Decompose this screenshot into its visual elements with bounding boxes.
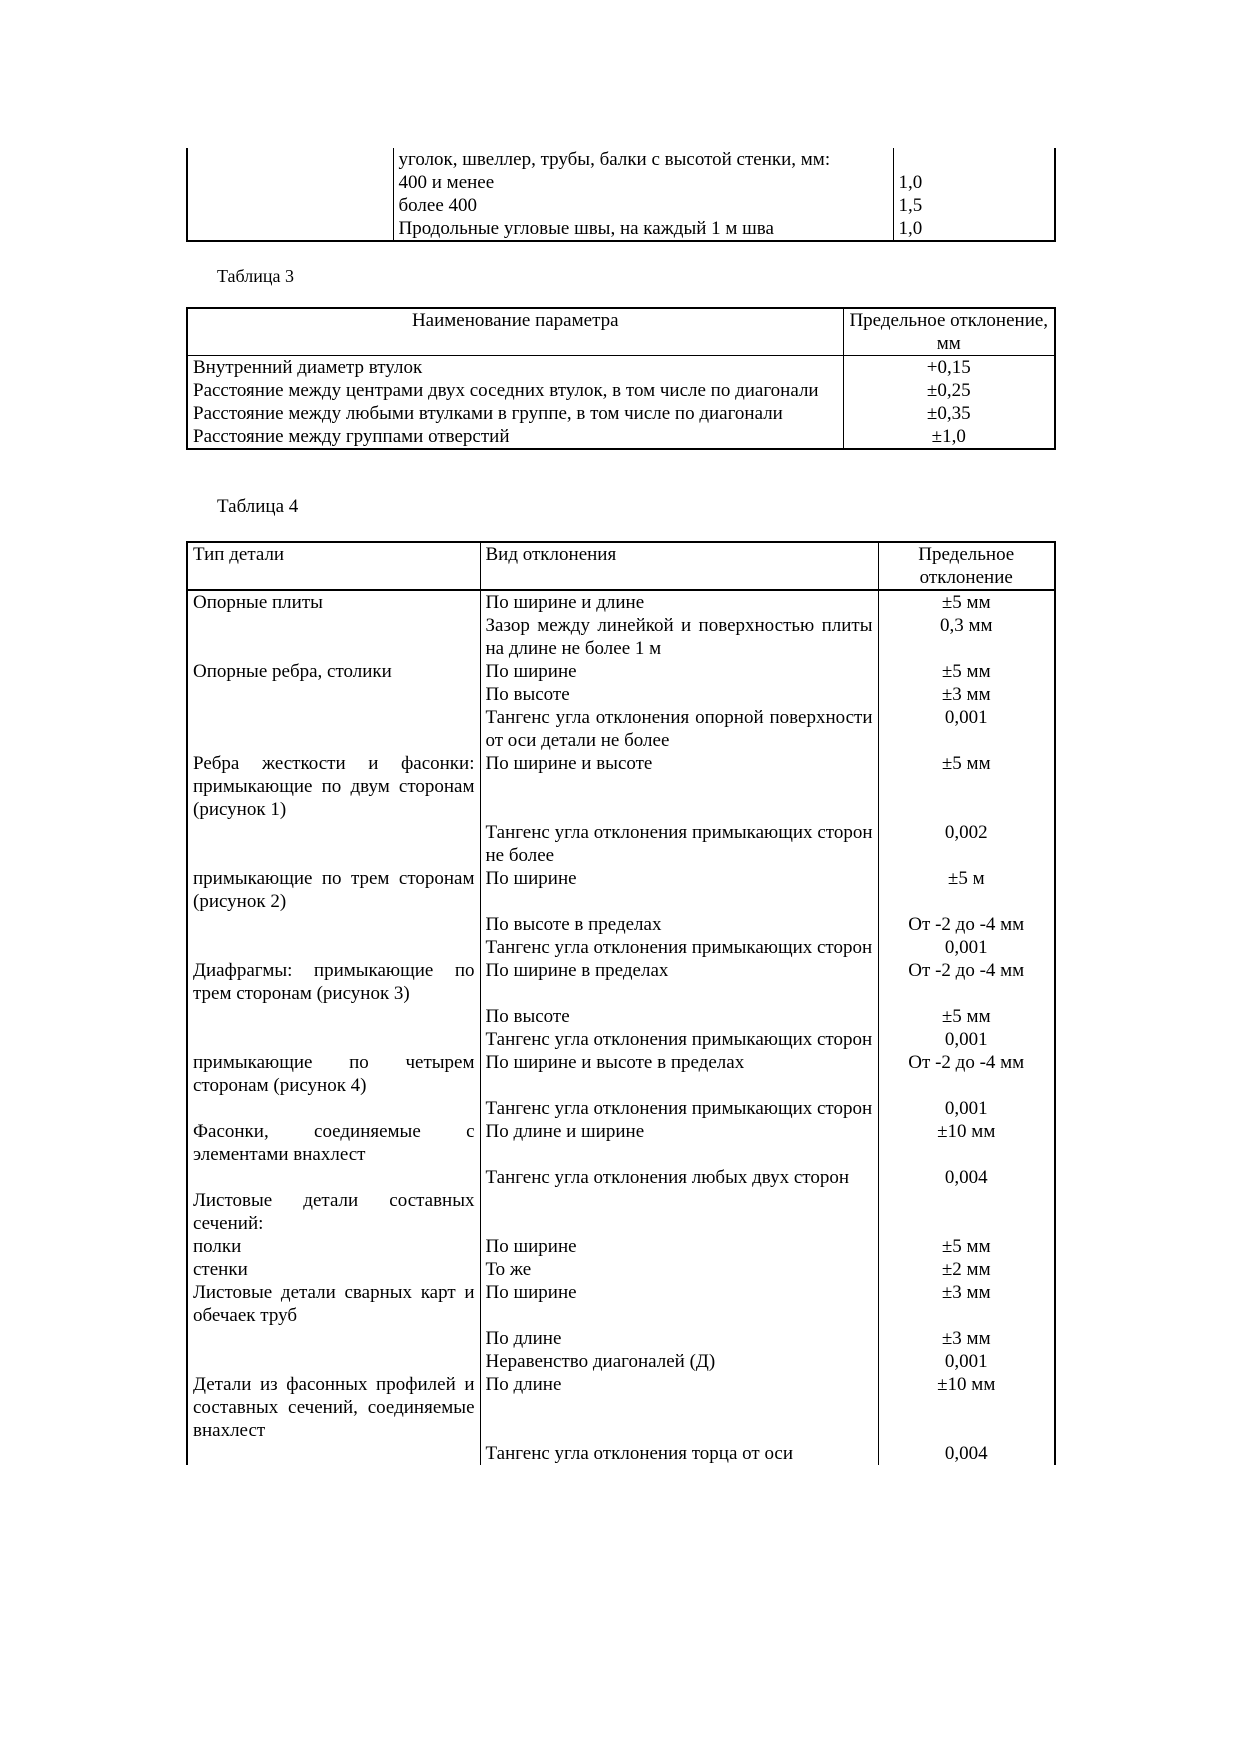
- table-row: [187, 1442, 1055, 1465]
- cell-kind: Тангенс угла отклонения примыкающих сторон не более: [480, 821, 878, 867]
- cell-type: Листовые детали сварных карт и обечаек труб: [187, 1281, 480, 1327]
- cell-value: 0,001: [878, 936, 1055, 959]
- cell-value: ±1,0: [843, 425, 1055, 449]
- table-row: [187, 590, 1055, 614]
- cell-kind: Неравенство диагоналей (Д): [480, 1350, 878, 1373]
- header-param: Наименование параметра: [187, 308, 843, 356]
- cell-param: Расстояние между любыми втулками в группе, в том числе по диагонали: [187, 402, 843, 425]
- table-row: [187, 1051, 1055, 1097]
- table-row: [187, 959, 1055, 1005]
- cell-value: 0,001: [878, 1097, 1055, 1120]
- cell-type: Опорные ребра, столики: [187, 660, 480, 683]
- table-row: [187, 867, 1055, 913]
- cell-type: [187, 1005, 480, 1028]
- header-deviation: Предельное отклонение, мм: [843, 308, 1055, 356]
- cell-value: 0,004: [878, 1442, 1055, 1465]
- cell-kind: Тангенс угла отклонения торца от оси: [480, 1442, 878, 1465]
- cell-type: [187, 683, 480, 706]
- table3-caption: Таблица 3: [217, 266, 294, 286]
- cell-kind: По длине: [480, 1327, 878, 1350]
- cell-kind: По ширине: [480, 1235, 878, 1258]
- table-row: [187, 1350, 1055, 1373]
- table-header-row: [187, 542, 1055, 590]
- header-type: Тип детали: [187, 542, 480, 590]
- cell-type: [187, 1442, 480, 1465]
- table-row: [187, 379, 1055, 402]
- cell-type: полки: [187, 1235, 480, 1258]
- table4-body: [187, 590, 1055, 1465]
- table-row: [187, 1327, 1055, 1350]
- table-row: [187, 1281, 1055, 1327]
- table3: [186, 307, 1056, 450]
- cell-type: примыкающие по четырем сторонам (рисунок 4): [187, 1051, 480, 1097]
- cell-type: Фасонки, соединяемые с элементами внахлест: [187, 1120, 480, 1166]
- cell-value: ±10 мм: [878, 1120, 1055, 1166]
- cell-kind: По ширине и длине: [480, 590, 878, 614]
- header-deviation: Предельное отклонение: [878, 542, 1055, 590]
- cell-desc: 400 и менее: [393, 171, 893, 194]
- cell-kind: По ширине: [480, 660, 878, 683]
- cell-value: 1,5: [893, 194, 1055, 217]
- table-row: [187, 913, 1055, 936]
- cell-type: [187, 1350, 480, 1373]
- cell-value: ±5 м: [878, 867, 1055, 913]
- cell-value: ±3 мм: [878, 1327, 1055, 1350]
- cell-kind: По высоте: [480, 1005, 878, 1028]
- cell-value: 0,001: [878, 1350, 1055, 1373]
- cell-value: ±5 мм: [878, 1235, 1055, 1258]
- cell-param: Расстояние между центрами двух соседних втулок, в том числе по диагонали: [187, 379, 843, 402]
- cell-value: ±2 мм: [878, 1258, 1055, 1281]
- cell-kind: Тангенс угла отклонения примыкающих сторон: [480, 1097, 878, 1120]
- cell-type: [187, 936, 480, 959]
- cell-value: [878, 1189, 1055, 1235]
- table-row: [187, 752, 1055, 821]
- table-row: [187, 706, 1055, 752]
- cell-kind: То же: [480, 1258, 878, 1281]
- table-row: [187, 356, 1055, 380]
- cell-value: 0,004: [878, 1166, 1055, 1189]
- table-row: [187, 1120, 1055, 1166]
- table-continuation: [186, 148, 1056, 242]
- cell-type: примыкающие по трем сторонам (рисунок 2): [187, 867, 480, 913]
- table-row: [187, 1373, 1055, 1442]
- header-kind: Вид отклонения: [480, 542, 878, 590]
- table-header-row: [187, 308, 1055, 356]
- table-row: [187, 1189, 1055, 1235]
- cell-kind: По ширине: [480, 1281, 878, 1327]
- cell-value: 0,002: [878, 821, 1055, 867]
- table-row: [187, 936, 1055, 959]
- cell-desc: более 400: [393, 194, 893, 217]
- table-row: [187, 1258, 1055, 1281]
- table-row: [187, 821, 1055, 867]
- cell-type: Диафрагмы: примыкающие по трем сторонам (рисунок 3): [187, 959, 480, 1005]
- cell-kind: По высоте: [480, 683, 878, 706]
- cell-value: От -2 до -4 мм: [878, 913, 1055, 936]
- cell-kind: По длине и ширине: [480, 1120, 878, 1166]
- cell-value: ±3 мм: [878, 683, 1055, 706]
- cell-kind: Тангенс угла отклонения примыкающих сторон: [480, 1028, 878, 1051]
- table-row: [187, 683, 1055, 706]
- cell-value: ±5 мм: [878, 590, 1055, 614]
- cell-kind: По высоте в пределах: [480, 913, 878, 936]
- cell-value: ±10 мм: [878, 1373, 1055, 1442]
- cell-kind: Тангенс угла отклонения опорной поверхности от оси детали не более: [480, 706, 878, 752]
- cell-type: [187, 614, 480, 660]
- cell-type: Листовые детали составных сечений:: [187, 1189, 480, 1235]
- cell-value: От -2 до -4 мм: [878, 1051, 1055, 1097]
- table-row: [187, 148, 1055, 171]
- cell-kind: По ширине и высоте: [480, 752, 878, 821]
- cell-param: Внутренний диаметр втулок: [187, 356, 843, 380]
- cell-kind: Зазор между линейкой и поверхностью плиты на длине не более 1 м: [480, 614, 878, 660]
- cell-type: [187, 1166, 480, 1189]
- cell-kind: Тангенс угла отклонения примыкающих сторон: [480, 936, 878, 959]
- cell-value: 0,3 мм: [878, 614, 1055, 660]
- cell-type: [187, 706, 480, 752]
- cell-type: [187, 1327, 480, 1350]
- cell-desc: Продольные угловые швы, на каждый 1 м шва: [393, 217, 893, 241]
- cell-kind: Тангенс угла отклонения любых двух сторон: [480, 1166, 878, 1189]
- cell-kind: По ширине: [480, 867, 878, 913]
- cell-value: ±0,25: [843, 379, 1055, 402]
- table-row: [187, 217, 1055, 241]
- table-row: [187, 425, 1055, 449]
- cell-type: Ребра жесткости и фасонки: примыкающие по двум сторонам (рисунок 1): [187, 752, 480, 821]
- cell-type: Детали из фасонных профилей и составных сечений, соединяемые внахлест: [187, 1373, 480, 1442]
- cell-type: [187, 1028, 480, 1051]
- table-row: [187, 171, 1055, 194]
- cell-value: 1,0: [893, 171, 1055, 194]
- table-row: [187, 1028, 1055, 1051]
- table-row: [187, 1005, 1055, 1028]
- cell-value: 0,001: [878, 1028, 1055, 1051]
- cell-type: [187, 913, 480, 936]
- table-row: [187, 660, 1055, 683]
- cell-desc: уголок, швеллер, трубы, балки с высотой стенки, мм:: [393, 148, 893, 171]
- table-row: [187, 614, 1055, 660]
- cell-value: ±3 мм: [878, 1281, 1055, 1327]
- cell-value: ±5 мм: [878, 752, 1055, 821]
- cell-value: ±5 мм: [878, 660, 1055, 683]
- table-row: [187, 194, 1055, 217]
- cell-type: Опорные плиты: [187, 590, 480, 614]
- cell-kind: По ширине и высоте в пределах: [480, 1051, 878, 1097]
- cell-value: ±0,35: [843, 402, 1055, 425]
- table-row: [187, 1097, 1055, 1120]
- table4-caption: Таблица 4: [217, 496, 299, 517]
- cell-param: Расстояние между группами отверстий: [187, 425, 843, 449]
- cell-kind: По длине: [480, 1373, 878, 1442]
- cell-value: 1,0: [893, 217, 1055, 241]
- cell-kind: По ширине в пределах: [480, 959, 878, 1005]
- cell-type: [187, 821, 480, 867]
- cell-value: ±5 мм: [878, 1005, 1055, 1028]
- table-row: [187, 1166, 1055, 1189]
- table4: [186, 541, 1056, 1465]
- table-row: [187, 402, 1055, 425]
- cell-value: 0,001: [878, 706, 1055, 752]
- cell-value: [893, 148, 1055, 171]
- cell-value: +0,15: [843, 356, 1055, 380]
- cell-type: [187, 1097, 480, 1120]
- cell-value: От -2 до -4 мм: [878, 959, 1055, 1005]
- cell-type: стенки: [187, 1258, 480, 1281]
- cell-kind: [480, 1189, 878, 1235]
- table-row: [187, 1235, 1055, 1258]
